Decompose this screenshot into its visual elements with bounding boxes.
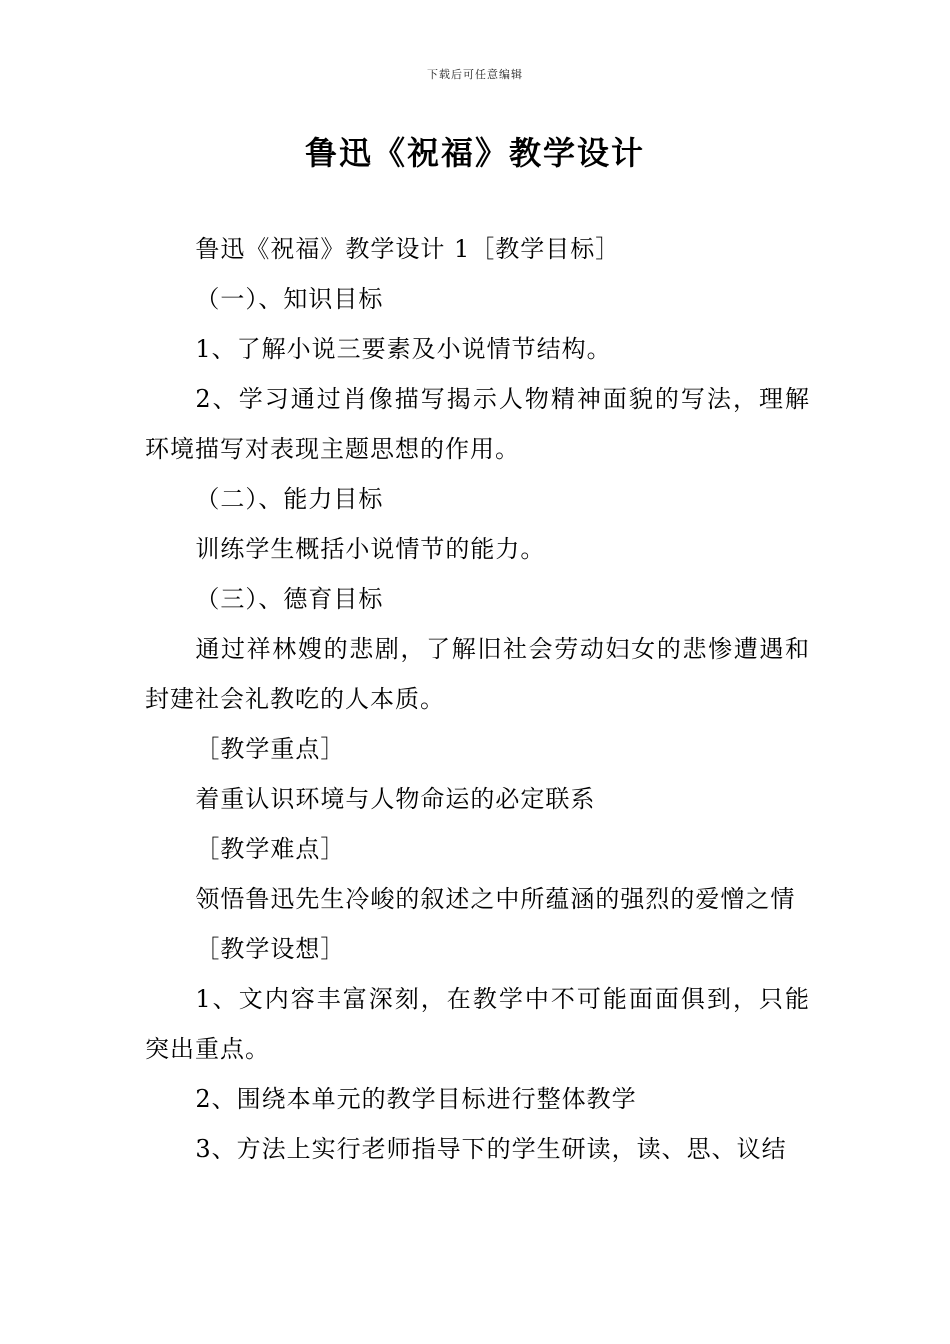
paragraph: （二）、能力目标 <box>195 485 384 513</box>
paragraph: （一）、知识目标 <box>195 285 384 313</box>
paragraph: （三）、德育目标 <box>195 585 384 613</box>
paragraph: ［教学难点］ <box>195 835 346 863</box>
paragraph: 训练学生概括小说情节的能力。 <box>195 535 546 563</box>
paragraph: 3、方法上实行老师指导下的学生研读，读、思、议结 <box>195 1135 787 1163</box>
paragraph: 通过祥林嫂的悲剧，了解旧社会劳动妇女的悲惨遭遇和封建社会礼教吃的人本质。 <box>145 635 810 713</box>
paragraph: 领悟鲁迅先生冷峻的叙述之中所蕴涵的强烈的爱憎之情 <box>195 885 796 913</box>
paragraph: 1、了解小说三要素及小说情节结构。 <box>195 335 612 363</box>
document-title: 鲁迅《祝福》教学设计 <box>304 134 645 172</box>
paragraph: 1、文内容丰富深刻，在教学中不可能面面俱到，只能突出重点。 <box>145 985 810 1063</box>
paragraph: 着重认识环境与人物命运的必定联系 <box>195 785 596 813</box>
paragraph: ［教学设想］ <box>195 935 346 963</box>
paragraph: 2、围绕本单元的教学目标进行整体教学 <box>195 1085 637 1113</box>
paragraph: ［教学重点］ <box>195 735 346 763</box>
header-note: 下载后可任意编辑 <box>427 68 523 81</box>
paragraph: 2、学习通过肖像描写揭示人物精神面貌的写法，理解环境描写对表现主题思想的作用。 <box>145 385 810 463</box>
document-body <box>145 224 810 1174</box>
paragraph: 鲁迅《祝福》教学设计 1［教学目标］ <box>195 235 621 263</box>
